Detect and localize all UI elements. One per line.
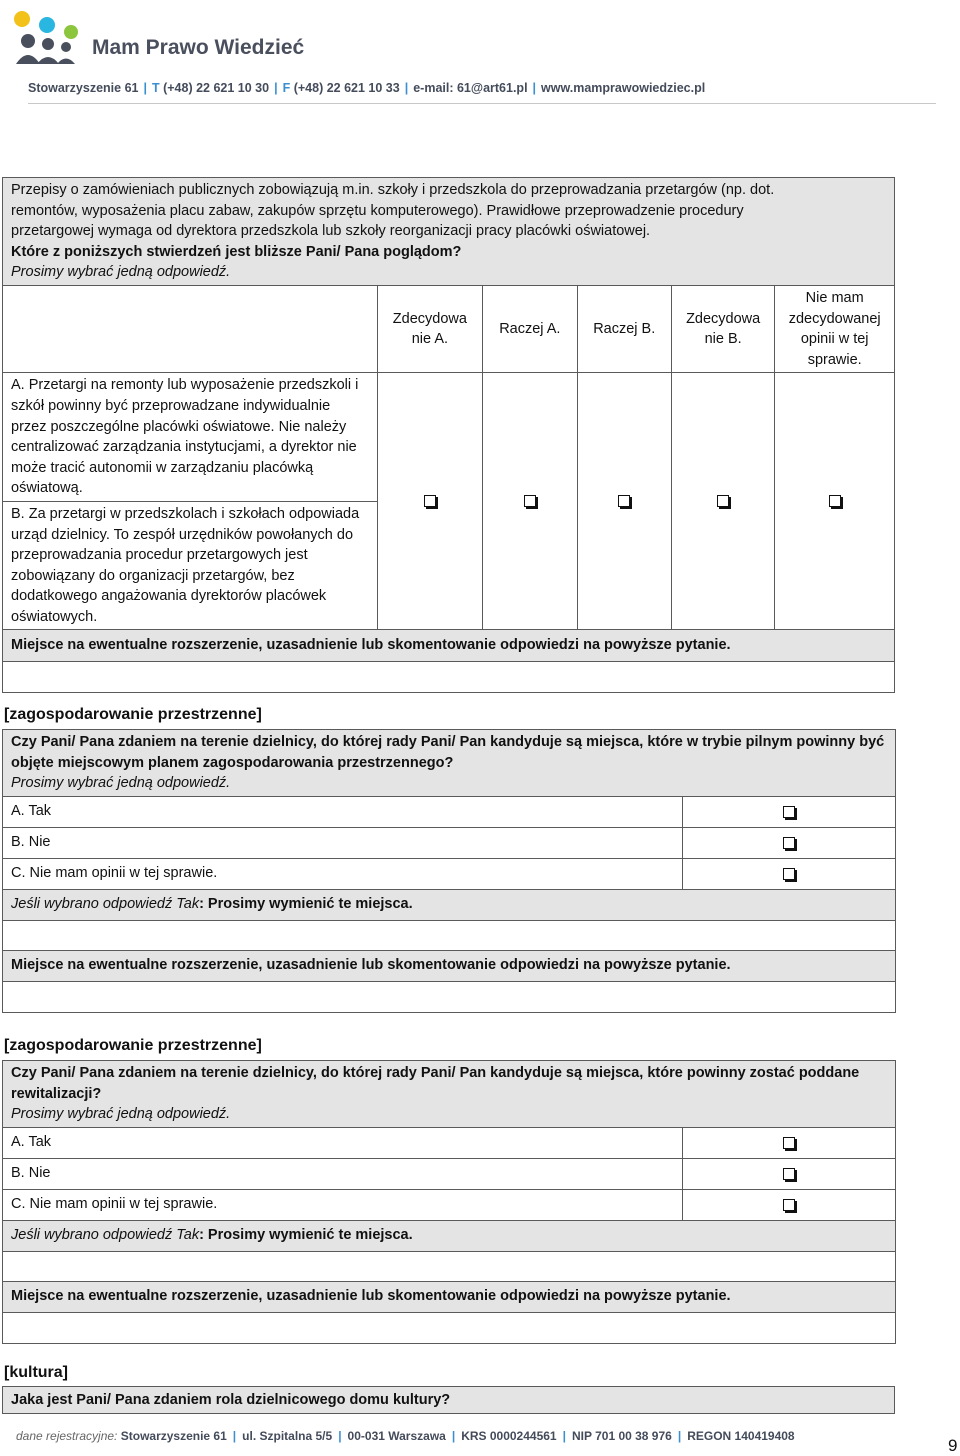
q2-instruction: Prosimy wybrać jedną odpowiedź.	[11, 775, 231, 792]
q1-table	[2, 177, 895, 693]
q2-followup-italic: Jeśli wybrano odpowiedź Tak	[11, 896, 200, 913]
q3-followup	[3, 1220, 896, 1251]
q2-option-c-label: C. Nie mam opinii w tej sprawie.	[3, 858, 683, 889]
q3-option-b[interactable]	[683, 1158, 896, 1189]
footer-krs: KRS 0000244561	[461, 1429, 557, 1443]
footer: dane rejestracyjne: Stowarzyszenie 61 | ul. Szpitalna 5/5 | 00-031 Warszawa | KRS 0000244561 | NIP 701 00 38 976 | REGON 140419408	[16, 1429, 795, 1443]
logo-people-icon	[8, 8, 93, 66]
q3-option-a[interactable]	[683, 1127, 896, 1158]
q1-col-rather-a: Raczej A.	[483, 285, 577, 372]
q1-statement-a: A. Przetargi na remonty lub wyposażenie przedszkoli i szkół powinny być przeprowadzane indywidualnie przez poszczególne placówki oświatowe. Nie należy centralizować zarządzania instytucjami, a dyrektor nie może tracić autonomii w zarządzaniu placówką oświatową.	[3, 373, 377, 502]
q3-option-b-label: B. Nie	[3, 1158, 683, 1189]
q2-option-a-label: A. Tak	[3, 796, 683, 827]
q1-option-rather-a[interactable]	[483, 373, 577, 630]
q2-option-b-label: B. Nie	[3, 827, 683, 858]
q1-col-strongly-a: Zdecydowa nie A.	[377, 285, 482, 372]
q3-comment-label: Miejsce na ewentualne rozszerzenie, uzasadnienie lub skomentowanie odpowiedzi na powyższe pytanie.	[3, 1281, 896, 1312]
logo-text: Mam Prawo Wiedzieć	[92, 36, 305, 59]
contact-line: Stowarzyszenie 61 | T (+48) 22 621 10 30 | F (+48) 22 621 10 33 | e-mail: 61@art61.pl | www.mamprawowiedziec.pl	[28, 81, 706, 95]
q1-intro-line3: przetargowej wymaga od dyrektora przedszkola lub szkoły reorganizacji pracy placówki oświatowej.	[11, 223, 651, 240]
page-number: 9	[948, 1436, 958, 1455]
phone-label: T	[151, 81, 160, 95]
q2-comment-field[interactable]	[3, 981, 896, 1012]
q2-question: Czy Pani/ Pana zdaniem na terenie dzielnicy, do której rady Pani/ Pan kandyduje są miejsca, które w trybie pilnym powinny być objęte miejscowym planem zagospodarowania przestrzennego?	[11, 734, 885, 771]
checkbox-icon	[524, 495, 536, 507]
q1-statement-b: B. Za przetargi w przedszkolach i szkołach odpowiada urząd dzielnicy. To zespół urzędników powołanych do przeprowadzania procedur przetargowych jest zobowiązany do organizacji przetargów, bez dodatkowego angażowania dyrektorów placówek oświatowych.	[11, 505, 360, 625]
q2-header	[3, 730, 896, 797]
footer-address: ul. Szpitalna 5/5	[242, 1429, 333, 1443]
q2-followup	[3, 889, 896, 920]
q2-table	[2, 729, 896, 1013]
q3-places-field[interactable]	[3, 1251, 896, 1281]
q3-followup-italic: Jeśli wybrano odpowiedź Tak	[11, 1227, 200, 1244]
q1-intro-line2: remontów, wyposażenia placu zabaw, zakupów sprzętu komputerowego). Prawidłowe przeprowadzenie procedury	[11, 202, 744, 219]
q1-intro-line1: Przepisy o zamówieniach publicznych zobowiązują m.in. szkoły i przedszkola do przeprowadzania przetargów (np. dot.	[11, 182, 775, 198]
q1-option-rather-b[interactable]	[577, 373, 671, 630]
contact-website[interactable]: www.mamprawowiedziec.pl	[541, 81, 706, 95]
checkbox-icon	[717, 495, 729, 507]
q3-comment-field[interactable]	[3, 1312, 896, 1343]
checkbox-icon	[783, 837, 795, 849]
footer-org: Stowarzyszenie 61	[120, 1429, 227, 1443]
q3-table	[2, 1060, 896, 1344]
checkbox-icon	[783, 1137, 795, 1149]
checkbox-icon	[783, 868, 795, 880]
checkbox-icon	[783, 806, 795, 818]
checkbox-icon	[424, 495, 436, 507]
q1-comment-label: Miejsce na ewentualne rozszerzenie, uzasadnienie lub skomentowanie odpowiedzi na powyższe pytanie.	[3, 630, 895, 662]
checkbox-icon	[783, 1168, 795, 1180]
contact-email[interactable]: e-mail: 61@art61.pl	[413, 81, 528, 95]
contact-org: Stowarzyszenie 61	[28, 81, 139, 95]
q1-statements	[3, 373, 378, 630]
q4-table	[2, 1386, 895, 1414]
q3-option-c-label: C. Nie mam opinii w tej sprawie.	[3, 1189, 683, 1220]
contact-fax: (+48) 22 621 10 33	[293, 81, 400, 95]
q1-intro	[3, 178, 895, 286]
q2-followup-bold: : Prosimy wymienić te miejsca.	[199, 896, 413, 913]
q1-option-strongly-a[interactable]	[377, 373, 482, 630]
q2-places-field[interactable]	[3, 920, 896, 950]
contact-phone: (+48) 22 621 10 30	[163, 81, 270, 95]
q2-section-title: [zagospodarowanie przestrzenne]	[4, 706, 262, 723]
q1-header-empty	[3, 285, 378, 372]
q3-option-c[interactable]	[683, 1189, 896, 1220]
q1-col-no-opinion: Nie mam zdecydowanej opinii w tej sprawie.	[775, 285, 895, 372]
q1-comment-field[interactable]	[3, 662, 895, 693]
q1-col-rather-b: Raczej B.	[577, 285, 671, 372]
header-divider	[28, 103, 936, 104]
footer-city: 00-031 Warszawa	[347, 1429, 446, 1443]
q3-header	[3, 1061, 896, 1128]
checkbox-icon	[618, 495, 630, 507]
footer-nip: NIP 701 00 38 976	[571, 1429, 672, 1443]
footer-regon: REGON 140419408	[687, 1429, 795, 1443]
fax-label: F	[282, 81, 291, 95]
checkbox-icon	[829, 495, 841, 507]
q4-question: Jaka jest Pani/ Pana zdaniem rola dzielnicowego domu kultury?	[3, 1387, 895, 1414]
q1-question: Które z poniższych stwierdzeń jest bliższe Pani/ Pana poglądom?	[11, 243, 462, 260]
q4-section-title: [kultura]	[4, 1364, 68, 1381]
q2-option-b[interactable]	[683, 827, 896, 858]
q1-instruction: Prosimy wybrać jedną odpowiedź.	[11, 264, 231, 281]
q2-option-a[interactable]	[683, 796, 896, 827]
q3-question: Czy Pani/ Pana zdaniem na terenie dzielnicy, do której rady Pani/ Pan kandyduje są miejsca, które powinny zostać poddane rewitalizacji?	[11, 1065, 860, 1102]
logo	[8, 8, 93, 66]
q3-instruction: Prosimy wybrać jedną odpowiedź.	[11, 1106, 231, 1123]
q3-section-title: [zagospodarowanie przestrzenne]	[4, 1037, 262, 1054]
q3-option-a-label: A. Tak	[3, 1127, 683, 1158]
q1-option-no-opinion[interactable]	[775, 373, 895, 630]
q1-col-strongly-b: Zdecydowa nie B.	[671, 285, 774, 372]
q2-option-c[interactable]	[683, 858, 896, 889]
q1-option-strongly-b[interactable]	[671, 373, 774, 630]
footer-label: dane rejestracyjne:	[16, 1429, 118, 1443]
q2-comment-label: Miejsce na ewentualne rozszerzenie, uzasadnienie lub skomentowanie odpowiedzi na powyższe pytanie.	[3, 950, 896, 981]
q3-followup-bold: : Prosimy wymienić te miejsca.	[199, 1227, 413, 1244]
checkbox-icon	[783, 1199, 795, 1211]
